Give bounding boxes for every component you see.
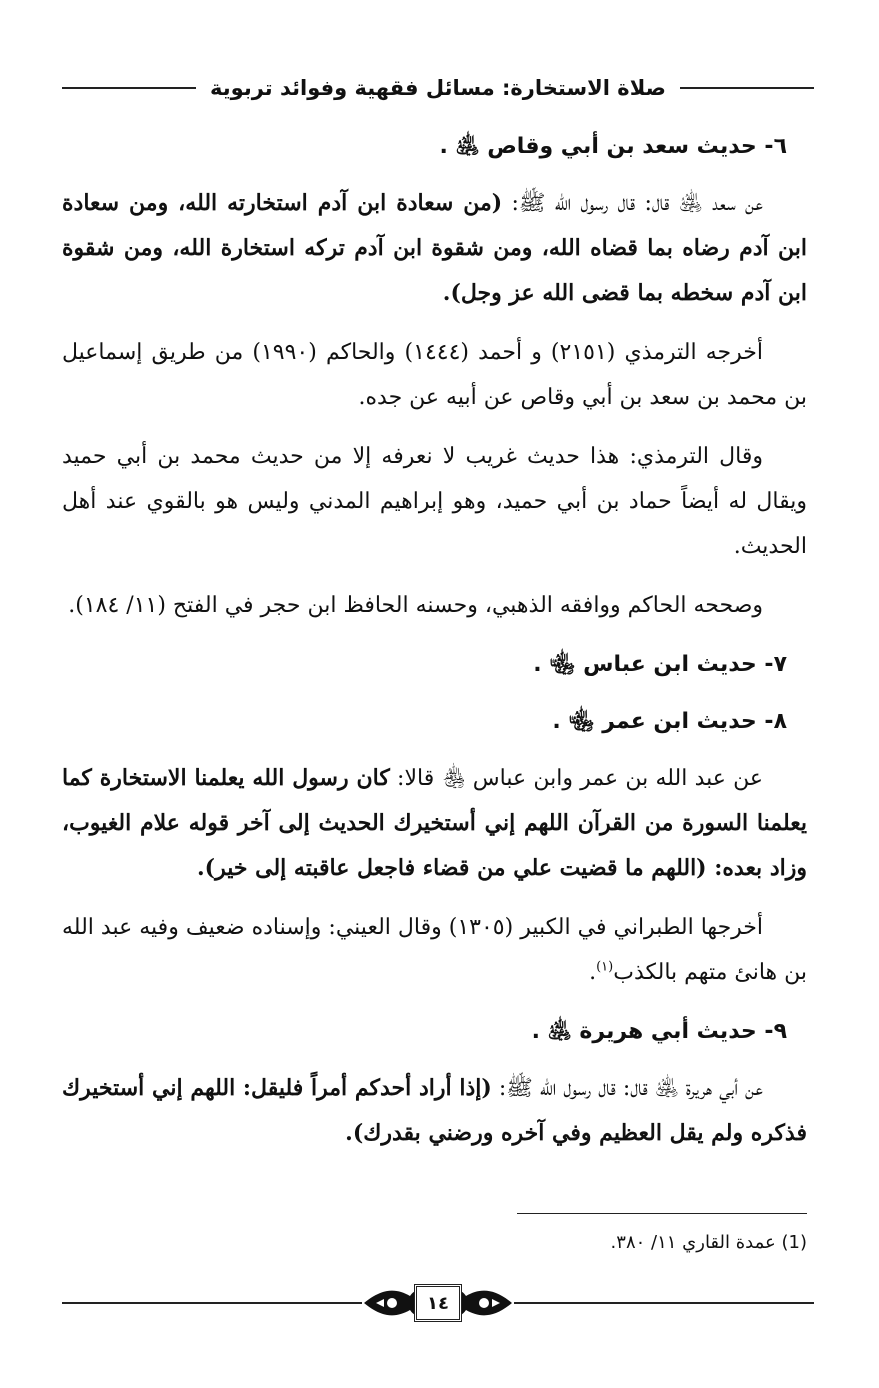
takhrij-paragraph: أخرجه الترمذي (٢١٥١) و أحمد (١٤٤٤) والحاكم (١٩٩٠) من طريق إسماعيل بن محمد بن سعد بن أبي وقاص عن أبيه عن جده. (62, 340, 807, 410)
sentence-end: . (589, 960, 597, 985)
grading-paragraph: وصححه الحاكم ووافقه الذهبي، وحسنه الحافظ ابن حجر في الفتح (١١/ ١٨٤). (68, 593, 763, 618)
hadith-quote: (من سعادة ابن آدم استخارته الله، ومن سعادة ابن آدم رضاه بما قضاه الله، ومن شقوة ابن آدم تركه استخارة الله، ومن شقوة ابن آدم سخطه بما قضى الله عز وجل). (62, 190, 807, 306)
main-text (62, 124, 807, 1170)
header-rule-left (62, 87, 196, 89)
page-number: ١٤ (414, 1284, 462, 1322)
section-heading-7: ٧- حديث ابن عباس ﵄ . (533, 652, 787, 677)
tabarani-paragraph (62, 905, 807, 995)
hadith-quote: كان رسول الله يعلمنا الاستخارة كما يعلمنا السورة من القرآن اللهم إني أستخيرك الحديث إلى آخر قوله علام الغيوب، وزاد بعده: (اللهم ما قضيت علي من قضاء فاجعل عاقبته إلى خير). (62, 765, 807, 881)
running-header (62, 68, 814, 108)
page-footer (62, 1278, 814, 1328)
hadith-paragraph-saad (62, 181, 807, 316)
hadith-paragraph-abu-hurayra (62, 1066, 807, 1156)
hadith-paragraph-ibn-umar (62, 756, 807, 891)
narration-intro: عن أبي هريرة ﵁ قال: قال رسول الله ﷺ: (491, 1076, 763, 1101)
footnote-separator (517, 1213, 807, 1214)
tirmidhi-comment-paragraph: وقال الترمذي: هذا حديث غريب لا نعرفه إلا من حديث محمد بن أبي حميد ويقال له أيضاً حماد بن أبي حميد، وهو إبراهيم المدني وليس هو بالقوي عند أهل الحديث. (62, 444, 807, 559)
narration-intro: عن عبد الله بن عمر وابن عباس ﵃ قالا: (389, 766, 763, 791)
tabarani-text: أخرجها الطبراني في الكبير (١٣٠٥) وقال العيني: وإسناده ضعيف وفيه عبد الله بن هانئ متهم بالكذب (62, 915, 807, 985)
footnote: (1) عمدة القاري ١١/ ٣٨٠. (610, 1232, 807, 1253)
footer-rule-left (62, 1302, 362, 1304)
section-heading-6: ٦- حديث سعد بن أبي وقاص ﵁ . (439, 134, 787, 159)
section-heading-9: ٩- حديث أبي هريرة ﵁ . (531, 1019, 787, 1044)
section-heading-8: ٨- حديث ابن عمر ﵄ . (552, 709, 787, 734)
hadith-quote: (إذا أراد أحدكم أمراً فليقل: اللهم إني أستخيرك فذكره ولم يقل العظيم وفي آخره ورضني بقدرك). (62, 1075, 807, 1146)
footer-rule-right (514, 1302, 814, 1304)
footnote-marker[interactable]: (١) (596, 959, 614, 975)
header-rule-right (680, 87, 814, 89)
narration-intro: عن سعد ﵁ قال: قال رسول الله ﷺ: (502, 191, 763, 216)
running-header-title: صلاة الاستخارة: مسائل فقهية وفوائد تربوية (210, 76, 666, 100)
